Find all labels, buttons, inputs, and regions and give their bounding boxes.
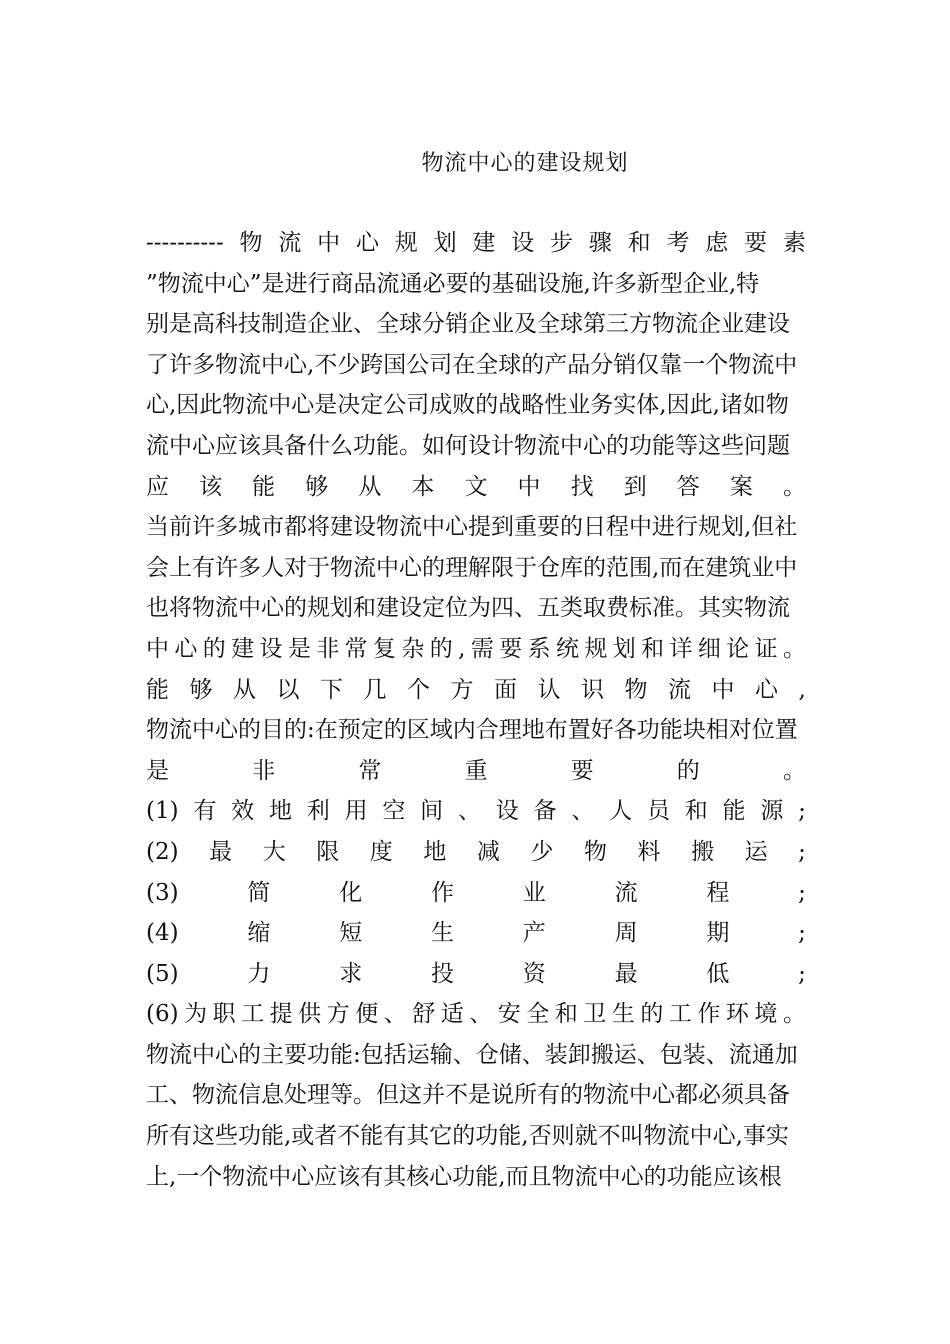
glyph: 化 [339, 879, 363, 906]
glyph: 缩 [247, 920, 271, 947]
glyph: ; [798, 838, 806, 865]
glyph: 物 [239, 230, 263, 256]
glyph: 源 [760, 798, 784, 825]
glyph: 流 [278, 230, 302, 256]
glyph: (4) [146, 920, 179, 947]
glyph: 中 [317, 230, 341, 256]
glyph: 搬 [691, 838, 715, 865]
glyph: 大 [262, 838, 286, 865]
glyph: 地 [423, 838, 447, 865]
text-line [146, 791, 806, 832]
glyph: 最 [614, 960, 638, 987]
glyph: 和 [627, 230, 651, 256]
glyph: 以 [276, 676, 300, 703]
glyph: 资 [522, 960, 546, 987]
text-line [146, 832, 806, 873]
text-line [146, 994, 806, 1035]
glyph: 程 [706, 879, 730, 906]
glyph: 作 [697, 1001, 721, 1028]
text-line: 流中心应该具备什么功能。如何设计物流中心的功能等这些问题 [146, 432, 790, 459]
glyph: 供 [298, 1001, 322, 1028]
glyph: 限 [316, 838, 340, 865]
glyph: 投 [430, 960, 454, 987]
glyph: 职 [212, 1001, 236, 1028]
glyph: 非 [316, 635, 340, 662]
glyph: 统 [555, 635, 579, 662]
glyph: 为 [184, 1001, 208, 1028]
glyph: (2) [146, 838, 179, 865]
text-line: 当前许多城市都将建设物流中心提到重要的日程中进行规划,但社 [146, 514, 798, 541]
glyph: 几 [363, 676, 387, 703]
glyph: 间 [420, 798, 444, 825]
glyph: 是 [287, 635, 311, 662]
glyph: 个 [407, 676, 430, 703]
glyph: 减 [476, 838, 500, 865]
text-line [146, 913, 806, 954]
glyph: 够 [305, 473, 329, 500]
glyph: (3) [146, 879, 179, 906]
glyph: 非 [252, 757, 276, 784]
glyph: 的 [640, 1001, 664, 1028]
glyph: 、 [457, 798, 481, 825]
glyph: 的 [202, 635, 226, 662]
glyph: 业 [522, 879, 546, 906]
glyph: 中 [711, 676, 735, 703]
glyph: 划 [433, 230, 457, 256]
glyph: 常 [358, 757, 382, 784]
glyph: 产 [522, 920, 546, 947]
glyph: 设 [511, 230, 535, 256]
glyph: 、 [469, 1001, 493, 1028]
glyph: 和 [641, 635, 665, 662]
glyph: 有 [193, 798, 217, 825]
glyph: 划 [612, 635, 636, 662]
glyph: 短 [339, 920, 363, 947]
text-line [146, 629, 806, 670]
text-line: 所有这些功能,或者不能有其它的功能,否则就不叫物流中心,事实 [146, 1123, 789, 1150]
text-line: 会上有许多人对于物流中心的理解限于仓库的范围,而在建筑业中 [146, 554, 798, 581]
glyph: 地 [268, 798, 292, 825]
text-line [146, 467, 806, 508]
glyph: ---------- [146, 230, 224, 256]
text-line: 了许多物流中心,不少跨国公司在全球的产品分销仅靠一个物流中 [146, 351, 798, 378]
document-body [146, 223, 806, 1197]
glyph: 常 [344, 635, 368, 662]
glyph: , [458, 635, 466, 662]
glyph: 建 [472, 230, 496, 256]
glyph: 能 [722, 798, 746, 825]
glyph: 是 [146, 757, 169, 784]
glyph: 低 [706, 960, 730, 987]
text-line: 物流中心的目的:在预定的区域内合理地布置好各功能块相对位置 [146, 717, 798, 744]
glyph: 和 [554, 1001, 578, 1028]
glyph: 要 [744, 230, 768, 256]
glyph: 少 [530, 838, 554, 865]
glyph: 规 [584, 635, 608, 662]
glyph: 从 [358, 473, 382, 500]
glyph: 利 [306, 798, 330, 825]
glyph: 素 [782, 230, 806, 256]
text-line [146, 954, 806, 995]
glyph: 。 [782, 473, 806, 500]
text-line: 工、物流信息处理等。但这并不是说所有的物流中心都必须具备 [146, 1082, 790, 1109]
glyph: 周 [614, 920, 638, 947]
glyph: 方 [326, 1001, 350, 1028]
glyph: 生 [430, 920, 454, 947]
text-line [146, 670, 806, 711]
glyph: 中 [146, 635, 169, 662]
glyph: 环 [725, 1001, 749, 1028]
glyph: 应 [146, 473, 169, 500]
glyph: 重 [464, 757, 488, 784]
text-line: 心,因此物流中心是决定公司成败的战略性业务实体,因此,诸如物 [146, 392, 789, 419]
glyph: 系 [527, 635, 551, 662]
glyph: 要 [499, 635, 523, 662]
glyph: 的 [676, 757, 700, 784]
glyph: 从 [233, 676, 256, 703]
text-line [146, 873, 806, 914]
glyph: 设 [495, 798, 519, 825]
glyph: ; [798, 960, 806, 987]
glyph: 。 [782, 635, 806, 662]
glyph: 人 [609, 798, 633, 825]
glyph: 到 [623, 473, 647, 500]
glyph: 物 [583, 838, 607, 865]
glyph: 。 [782, 757, 806, 784]
glyph: 期 [706, 920, 730, 947]
glyph: 流 [614, 879, 638, 906]
glyph: (5) [146, 960, 179, 987]
glyph: 简 [247, 879, 271, 906]
glyph: 本 [411, 473, 435, 500]
glyph: 文 [464, 473, 488, 500]
text-line: 别是高科技制造企业、全球分销企业及全球第三方物流企业建设 [146, 311, 790, 338]
glyph: 员 [646, 798, 670, 825]
glyph: 运 [744, 838, 768, 865]
glyph: 全 [526, 1001, 550, 1028]
glyph: 中 [517, 473, 541, 500]
glyph: 度 [369, 838, 393, 865]
glyph: 提 [269, 1001, 293, 1028]
glyph: 效 [231, 798, 255, 825]
glyph: ; [798, 798, 806, 825]
glyph: 境 [754, 1001, 778, 1028]
glyph: 够 [189, 676, 213, 703]
glyph: 舒 [412, 1001, 436, 1028]
glyph: 方 [450, 676, 474, 703]
glyph: 适 [440, 1001, 464, 1028]
glyph: 论 [726, 635, 750, 662]
glyph: 该 [199, 473, 223, 500]
glyph: 下 [320, 676, 343, 703]
glyph: 便 [355, 1001, 379, 1028]
glyph: 用 [344, 798, 368, 825]
text-line: 物流中心的主要功能:包括运输、仓储、装卸搬运、包装、流通加 [146, 1041, 798, 1068]
glyph: (1) [146, 798, 179, 825]
glyph: 需 [470, 635, 494, 662]
glyph: 流 [668, 676, 691, 703]
glyph: 步 [550, 230, 574, 256]
glyph: 工 [668, 1001, 692, 1028]
glyph: 、 [383, 1001, 407, 1028]
glyph: 的 [429, 635, 453, 662]
glyph: (6) [146, 1001, 179, 1028]
glyph: 物 [624, 676, 648, 703]
document-title: 物流中心的建设规划 [421, 151, 629, 176]
glyph: 建 [231, 635, 255, 662]
text-line: ”物流中心”是进行商品流通必要的基础设施,许多新型企业,特 [146, 270, 760, 297]
glyph: 心 [355, 230, 379, 256]
glyph: , [798, 676, 806, 703]
glyph: 安 [497, 1001, 521, 1028]
glyph: 卫 [583, 1001, 607, 1028]
glyph: 最 [209, 838, 233, 865]
glyph: 、 [571, 798, 595, 825]
glyph: 能 [252, 473, 276, 500]
glyph: 认 [537, 676, 561, 703]
glyph: 能 [146, 676, 169, 703]
glyph: 心 [755, 676, 778, 703]
glyph: 空 [382, 798, 406, 825]
glyph: 证 [754, 635, 778, 662]
glyph: 设 [259, 635, 283, 662]
glyph: 答 [676, 473, 700, 500]
glyph: 料 [637, 838, 661, 865]
glyph: 复 [373, 635, 396, 662]
glyph: 备 [533, 798, 557, 825]
text-line: 也将物流中心的规划和建设定位为四、五类取费标准。其实物流 [146, 595, 790, 622]
text-line: 上,一个物流中心应该有其核心功能,而且物流中心的功能应该根 [146, 1163, 782, 1190]
text-line [146, 223, 806, 264]
glyph: 心 [174, 635, 198, 662]
glyph: 。 [782, 1001, 806, 1028]
glyph: 详 [669, 635, 693, 662]
glyph: 求 [339, 960, 363, 987]
glyph: 力 [247, 960, 271, 987]
glyph: 面 [494, 676, 517, 703]
glyph: 找 [570, 473, 594, 500]
glyph: 识 [581, 676, 604, 703]
glyph: ; [798, 920, 806, 947]
glyph: 生 [611, 1001, 635, 1028]
glyph: ; [798, 879, 806, 906]
glyph: 考 [666, 230, 690, 256]
glyph: 虑 [705, 230, 729, 256]
glyph: 骤 [588, 230, 612, 256]
text-line [146, 751, 806, 792]
glyph: 规 [394, 230, 418, 256]
glyph: 案 [729, 473, 753, 500]
glyph: 杂 [401, 635, 425, 662]
glyph: 细 [697, 635, 721, 662]
glyph: 作 [430, 879, 454, 906]
glyph: 工 [241, 1001, 265, 1028]
glyph: 要 [570, 757, 594, 784]
glyph: 和 [684, 798, 708, 825]
